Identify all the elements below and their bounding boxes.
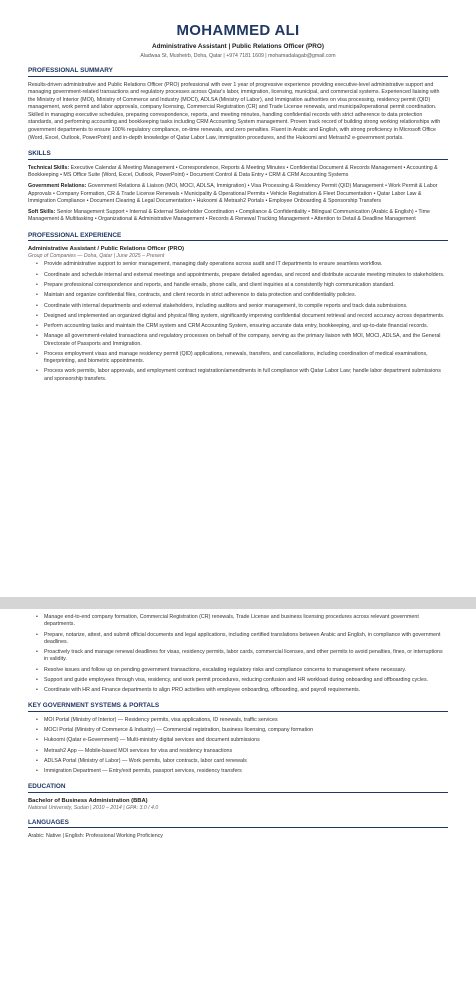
resume-page-2 xyxy=(0,609,476,1000)
summary-text: Results-driven administrative and Public Relations Officer (PRO) professional with over 1 year of progressive experience providing executive-level administrative support and managing government-related transactions and regulatory processes across Qatar's labor, immigration, licensing, municipal, and commercial systems. Experienced liaising with the Ministry of Interior (MOI), Ministry of Commerce and Industry (MOCI), ADLSA (Ministry of Labor), and Immigration authorities on visa processing, residency permit (QID) management, work permit and labor approvals, company licensing, Commercial Registration (CR) and Trade License renewals, and municipal/operational permit coordination. Skilled in managing executive schedules, preparing correspondence, reports, and meeting minutes, handling confidential records with strict adherence to data protection standards, and performing accounting and bookkeeping tasks including CRM Accounting System management. Proven track record of building strong working relationships with government departments to ensure 100% regulatory compliance, on-time renewals, and zero penalties. Fluent in Arabic and English, with strong proficiency in Microsoft Office (Word, Excel, Outlook, PowerPoint) and in-depth knowledge of Qatar Labor Law, immigration procedures, and the Hukoomi and Metrash2 e-government portals. xyxy=(28,81,441,141)
list-item: • Metrash2 App — Mobile-based MOI services for visa and residency transactions xyxy=(44,748,448,755)
skill-label: Government Relations: xyxy=(28,182,87,189)
list-item: • MOCI Portal (Ministry of Commerce & Industry) — Commercial registration, business licensing, company formation xyxy=(44,727,448,734)
list-item: • Prepare professional correspondence and reports, and handle emails, phone calls, and client inquiries at a consistently high communication standard. xyxy=(44,282,448,289)
list-item: • Designed and implemented an organized digital and physical filing system, significantly improving confidential document retrieval and record accuracy across departments. xyxy=(44,313,448,320)
list-item: • Hukoomi (Qatar e-Government) — Multi-ministry digital services and document submissions xyxy=(44,737,448,744)
skill-group-government xyxy=(28,183,448,206)
systems-list xyxy=(28,717,448,776)
list-item: • Coordinate with internal departments and external stakeholders, including auditors and senior management, to compile reports and track data submissions. xyxy=(44,303,448,310)
list-item: • Process work permits, labor approvals, and employment contract registration/amendments in full compliance with Qatar Labor Law; handle labor department submissions and sponsorship transfers. xyxy=(44,368,448,382)
list-item: • Manage all government-related transactions and regulatory processes on behalf of the company, serving as the primary liaison with MOI, MOCI, ADLSA, and the General Directorate of Passports and Immigration. xyxy=(44,333,448,347)
list-item: • ADLSA Portal (Ministry of Labor) — Work permits, labor contracts, labor card renewals xyxy=(44,758,448,765)
skill-label: Soft Skills: xyxy=(28,208,56,215)
education-meta: National University, Sudan | 2010 – 2014 | GPA: 3.0 / 4.0 xyxy=(28,804,159,811)
languages-text: Arabic: Native | English: Professional Working Proficiency xyxy=(28,833,163,840)
candidate-name: MOHAMMED ALI xyxy=(176,22,300,39)
skill-group-soft xyxy=(28,209,448,224)
experience-bullets-page1 xyxy=(28,261,448,382)
section-heading-summary: PROFESSIONAL SUMMARY xyxy=(28,67,448,77)
skill-text: Government Relations & Liaison (MOI, MOCI, ADLSA, Immigration) • Visa Processing & Residency Permit (QID) Management • Work Permit & Labor Approvals • Company Formation, CR & Trade License Renewals • Municipality & Operational Permits • Vehicle Registration & Fleet Documentation • Qatar Labor Law & Immigration Compliance • Document Clearing & Legal Documentation • Hukoomi & Metrash2 Portals • Employee Onboarding & Sponsorship Transfers xyxy=(28,182,438,205)
job-title: Administrative Assistant / Public Relations Officer (PRO) xyxy=(28,246,185,253)
list-item: • Prepare, notarize, attest, and submit official documents and legal applications, including certified translations between Arabic and English, in compliance with government deadlines. xyxy=(44,632,448,646)
list-item: • Maintain and organize confidential files, contracts, and client records in strict adherence to data protection and confidentiality policies. xyxy=(44,292,448,299)
list-item: • Resolve issues and follow up on pending government transactions, escalating regulatory risks and compliance concerns to management where necessary. xyxy=(44,667,448,674)
job-meta: Group of Companies — Doha, Qatar | June 2025 – Present xyxy=(28,253,165,260)
section-heading-education: EDUCATION xyxy=(28,783,448,793)
list-item: • MOI Portal (Ministry of Interior) — Residency permits, visa applications, ID renewals, traffic services xyxy=(44,717,448,724)
list-item: • Perform accounting tasks and maintain the CRM system and CRM Accounting System, ensuring accurate data entry, bookkeeping, and up-to-date financial records. xyxy=(44,323,448,330)
list-item: • Coordinate and schedule internal and external meetings and appointments, prepare detailed agendas, and record and distribute accurate meeting minutes to stakeholders. xyxy=(44,272,448,279)
list-item: • Proactively track and manage renewal deadlines for visas, residency permits, labor cards, commercial licenses, and other permits to avoid penalties, fines, or interruptions in validity. xyxy=(44,649,448,663)
experience-bullets-page2 xyxy=(28,614,448,694)
skill-text: Executive Calendar & Meeting Management • Correspondence, Reports & Meeting Minutes • Confidential Document & Records Management • Accounting & Bookkeeping • MS Office Suite (Word, Excel, Outlook, PowerPoint) • Document Control & Data Entry • CRM & CRM Accounting Systems xyxy=(28,164,438,179)
list-item: • Support and guide employees through visa, residency, and work permit procedures, reducing confusion and HR workload during onboarding and offboarding cycles. xyxy=(44,677,448,684)
list-item: • Process employment visas and manage residency permit (QID) applications, renewals, transfers, and cancellations, including coordination of medical examinations, fingerprinting, and biometric appointments. xyxy=(44,351,448,365)
skill-text: Senior Management Support • Internal & External Stakeholder Coordination • Compliance & Confidentiality • Bilingual Communication (Arabic & English) • Time Management & Multitasking • Organizational & Administrative Management • Records & Renewal Tracking Management • Attention to Detail & Deadline Management xyxy=(28,208,430,223)
list-item: • Coordinate with HR and Finance departments to align PRO activities with employee onboarding, offboarding, and payroll requirements. xyxy=(44,687,448,694)
job-subtitle: Administrative Assistant | Public Relations Officer (PRO) xyxy=(151,43,324,50)
list-item: • Provide administrative support to senior management, managing daily operations across audit and IT departments to ensure seamless workflow. xyxy=(44,261,448,268)
section-heading-languages: LANGUAGES xyxy=(28,819,448,829)
contact-line: Aladwaa St, Musheirb, Doha, Qatar | +974 7181 1609 | mohamadalagab@gmail.com xyxy=(140,53,336,59)
skill-label: Technical Skills: xyxy=(28,164,70,171)
skill-group-technical xyxy=(28,165,448,180)
list-item: • Immigration Department — Entry/exit permits, passport services, residency transfers xyxy=(44,768,448,775)
section-heading-systems: KEY GOVERNMENT SYSTEMS & PORTALS xyxy=(28,702,448,712)
education-degree: Bachelor of Business Administration (BBA) xyxy=(28,797,148,804)
list-item: • Manage end-to-end company formation, Commercial Registration (CR) renewals, Trade License and business licensing procedures across relevant government departments. xyxy=(44,614,448,628)
section-heading-skills: SKILLS xyxy=(28,150,448,160)
section-heading-experience: PROFESSIONAL EXPERIENCE xyxy=(28,232,448,242)
